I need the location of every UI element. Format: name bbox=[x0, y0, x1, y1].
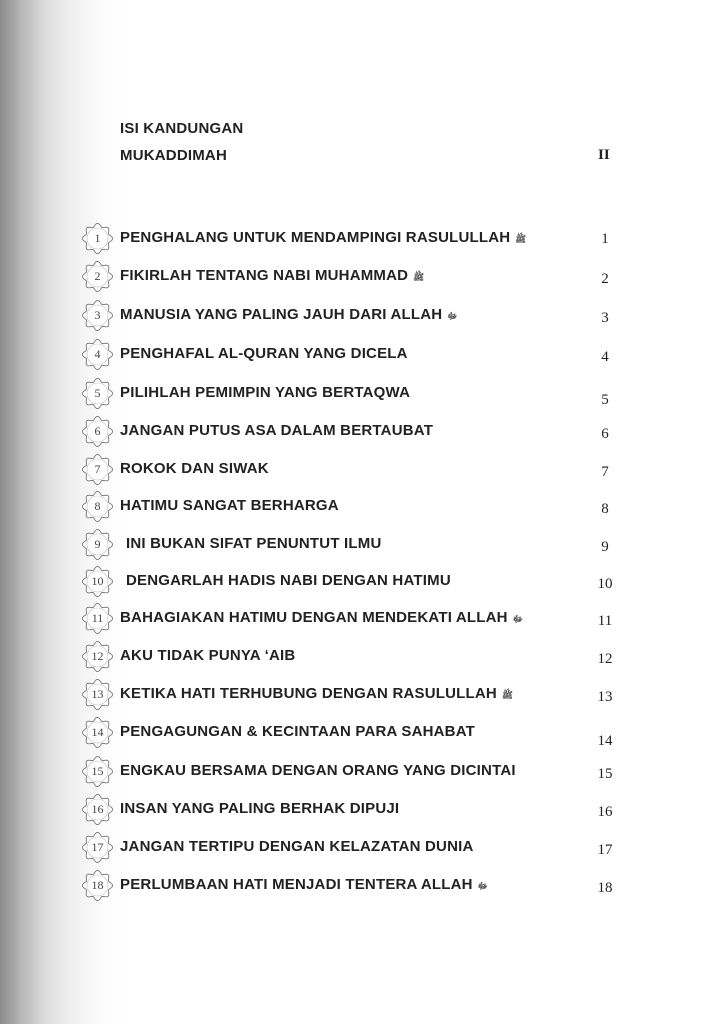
chapter-badge-icon bbox=[82, 339, 113, 370]
chapter-title-text: HATIMU SANGAT BERHARGA bbox=[120, 497, 339, 514]
chapter-badge-icon bbox=[82, 717, 113, 748]
chapter-badge-icon bbox=[82, 603, 113, 634]
chapter-badge-icon bbox=[82, 566, 113, 597]
chapter-number: 14 bbox=[91, 725, 104, 739]
chapter-title bbox=[120, 800, 399, 817]
honorific-mark: ﷻ bbox=[512, 614, 523, 624]
chapter-badge-icon bbox=[82, 756, 113, 787]
chapter-title-text: KETIKA HATI TERHUBUNG DENGAN RASULULLAH bbox=[120, 685, 497, 702]
chapter-number: 18 bbox=[91, 878, 104, 892]
chapter-number: 12 bbox=[91, 649, 104, 663]
toc-entry[interactable] bbox=[0, 416, 718, 446]
toc-entry[interactable] bbox=[0, 491, 718, 521]
chapter-title-text: PENGHALANG UNTUK MENDAMPINGI RASULULLAH bbox=[120, 229, 511, 246]
chapter-number: 15 bbox=[91, 764, 104, 778]
preface-title: MUKADDIMAH bbox=[120, 147, 227, 164]
chapter-title bbox=[120, 876, 488, 894]
chapter-title-text: PENGAGUNGAN & KECINTAAN PARA SAHABAT bbox=[120, 723, 475, 740]
page-number: 4 bbox=[601, 349, 609, 365]
page-number: 3 bbox=[601, 310, 609, 326]
toc-entry[interactable] bbox=[0, 832, 718, 862]
page-number: 1 bbox=[601, 231, 609, 247]
chapter-title-text: PENGHAFAL AL-QURAN YANG DICELA bbox=[120, 345, 408, 362]
honorific-mark: ﷻ bbox=[447, 311, 458, 321]
toc-entry[interactable] bbox=[0, 529, 718, 559]
preface-page-number: II bbox=[598, 147, 610, 163]
honorific-mark: ﷻ bbox=[477, 881, 488, 891]
page-number: 14 bbox=[597, 733, 613, 749]
chapter-number: 13 bbox=[91, 687, 104, 701]
chapter-title-text: INSAN YANG PALING BERHAK DIPUJI bbox=[120, 800, 400, 817]
chapter-badge-icon bbox=[82, 300, 113, 331]
toc-entry[interactable] bbox=[0, 794, 718, 824]
page-number: 13 bbox=[597, 689, 613, 705]
chapter-title-text: DENGARLAH HADIS NABI DENGAN HATIMU bbox=[126, 572, 451, 589]
page-number: 2 bbox=[601, 271, 609, 287]
toc-entry[interactable] bbox=[0, 603, 718, 633]
chapter-title bbox=[120, 723, 475, 740]
toc-entry[interactable] bbox=[0, 756, 718, 786]
chapter-number: 17 bbox=[91, 840, 104, 854]
page-number: 9 bbox=[601, 539, 609, 555]
chapter-number: 3 bbox=[94, 308, 101, 322]
chapter-title bbox=[120, 422, 433, 439]
toc-heading: ISI KANDUNGAN bbox=[120, 120, 244, 137]
chapter-title bbox=[126, 535, 382, 552]
toc-entry[interactable] bbox=[0, 261, 718, 291]
chapter-title bbox=[120, 306, 457, 324]
chapter-badge-icon bbox=[82, 870, 113, 901]
chapter-title bbox=[120, 229, 526, 247]
chapter-badge-icon bbox=[82, 491, 113, 522]
toc-entry[interactable] bbox=[0, 454, 718, 484]
chapter-title-text: PILIHLAH PEMIMPIN YANG BERTAQWA bbox=[120, 384, 411, 401]
chapter-title-text: ROKOK DAN SIWAK bbox=[120, 460, 269, 477]
chapter-title bbox=[120, 497, 339, 514]
page-number: 12 bbox=[597, 651, 613, 667]
chapter-number: 2 bbox=[94, 269, 101, 283]
chapter-number: 6 bbox=[94, 424, 101, 438]
toc-entry[interactable] bbox=[0, 566, 718, 596]
chapter-title-text: FIKIRLAH TENTANG NABI MUHAMMAD bbox=[120, 267, 409, 284]
toc-entry[interactable] bbox=[0, 679, 718, 709]
chapter-title-text: ENGKAU BERSAMA DENGAN ORANG YANG DICINTAI bbox=[120, 762, 516, 779]
chapter-badge-icon bbox=[82, 378, 113, 409]
toc-entry[interactable] bbox=[0, 223, 718, 253]
chapter-badge-icon bbox=[82, 454, 113, 485]
chapter-title-text: MANUSIA YANG PALING JAUH DARI ALLAH bbox=[120, 306, 443, 323]
chapter-number: 11 bbox=[91, 611, 104, 625]
page-number: 17 bbox=[597, 842, 613, 858]
honorific-mark: ﷺ bbox=[501, 690, 513, 700]
page-number: 16 bbox=[597, 804, 613, 820]
toc-entry[interactable] bbox=[0, 339, 718, 369]
page-number: 15 bbox=[597, 766, 613, 782]
toc-entry[interactable] bbox=[0, 378, 718, 408]
chapter-title-text: PERLUMBAAN HATI MENJADI TENTERA ALLAH bbox=[120, 876, 473, 893]
chapter-number: 4 bbox=[94, 347, 101, 361]
page-number: 8 bbox=[601, 501, 609, 517]
chapter-title bbox=[120, 267, 424, 285]
page-number: 10 bbox=[597, 576, 613, 592]
chapter-number: 16 bbox=[91, 802, 104, 816]
chapter-number: 8 bbox=[94, 499, 101, 513]
chapter-title bbox=[120, 384, 410, 401]
chapter-title-text: JANGAN TERTIPU DENGAN KELAZATAN DUNIA bbox=[120, 838, 474, 855]
toc-entry[interactable] bbox=[0, 641, 718, 671]
chapter-badge-icon bbox=[82, 794, 113, 825]
chapter-title-text: INI BUKAN SIFAT PENUNTUT ILMU bbox=[126, 535, 382, 552]
chapter-title-text: AKU TIDAK PUNYA ‘AIB bbox=[120, 647, 296, 664]
page-number: 6 bbox=[601, 426, 609, 442]
page-number: 7 bbox=[601, 464, 609, 480]
toc-entry[interactable] bbox=[0, 870, 718, 900]
chapter-title bbox=[120, 345, 408, 362]
toc-entry[interactable] bbox=[0, 717, 718, 747]
page-number: 11 bbox=[597, 613, 613, 629]
chapter-number: 5 bbox=[94, 386, 101, 400]
chapter-title bbox=[120, 762, 516, 779]
chapter-title bbox=[120, 460, 269, 477]
chapter-title-text: JANGAN PUTUS ASA DALAM BERTAUBAT bbox=[120, 422, 434, 439]
chapter-badge-icon bbox=[82, 641, 113, 672]
chapter-title bbox=[120, 685, 513, 703]
chapter-badge-icon bbox=[82, 261, 113, 292]
chapter-number: 10 bbox=[91, 574, 104, 588]
chapter-badge-icon bbox=[82, 832, 113, 863]
toc-entry[interactable] bbox=[0, 300, 718, 330]
chapter-title bbox=[120, 838, 474, 855]
page-number: 18 bbox=[597, 880, 613, 896]
page-number: 5 bbox=[601, 392, 609, 408]
honorific-mark: ﷺ bbox=[515, 234, 527, 244]
chapter-title bbox=[120, 647, 295, 664]
chapter-number: 1 bbox=[94, 231, 101, 245]
chapter-badge-icon bbox=[82, 223, 113, 254]
chapter-badge-icon bbox=[82, 416, 113, 447]
chapter-badge-icon bbox=[82, 529, 113, 560]
chapter-number: 9 bbox=[94, 537, 101, 551]
honorific-mark: ﷺ bbox=[413, 272, 425, 282]
chapter-title bbox=[126, 572, 451, 589]
chapter-title-text: BAHAGIAKAN HATIMU DENGAN MENDEKATI ALLAH bbox=[120, 609, 508, 626]
chapter-number: 7 bbox=[94, 462, 101, 476]
chapter-title bbox=[120, 609, 523, 627]
chapter-badge-icon bbox=[82, 679, 113, 710]
